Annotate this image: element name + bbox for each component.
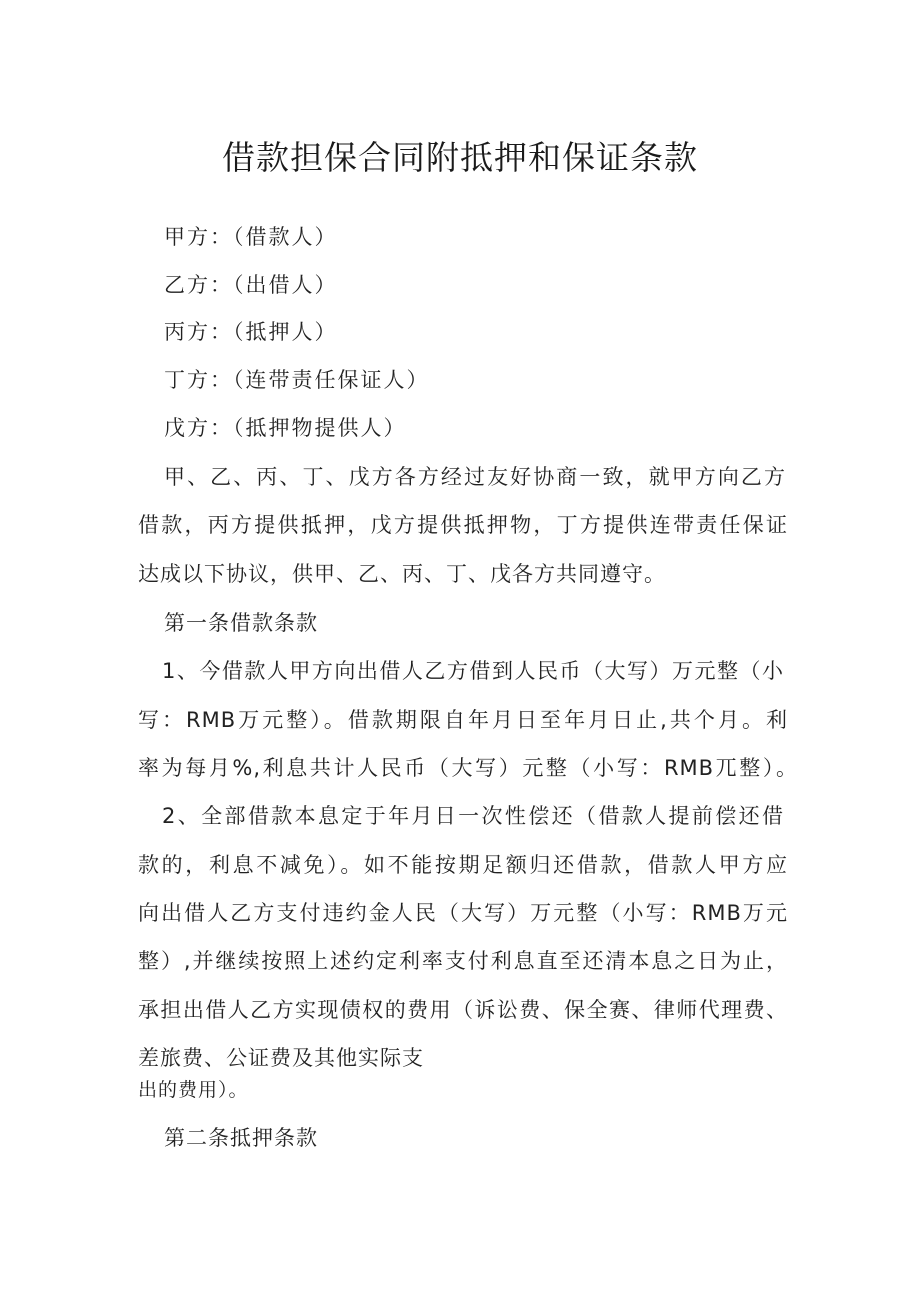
- article-1-clause-1-line: 率为每月%,利息共计人民币（大写）元整（小写：RMB兀整）。: [138, 756, 798, 780]
- party-a: 甲方：（借款人）: [164, 225, 338, 249]
- document-title: 借款担保合同附抵押和保证条款: [222, 138, 698, 177]
- article-1-clause-1-line: 写：RMB万元整）。借款期限自年月日至年月日止,共个月。利: [138, 708, 788, 732]
- article-1-heading: 第一条借款条款: [164, 611, 318, 635]
- article-1-clause-2-line: 2、全部借款本息定于年月日一次性偿还（借款人提前偿还借: [162, 804, 784, 828]
- article-2-heading: 第二条抵押条款: [164, 1126, 318, 1150]
- preamble-line: 甲、乙、丙、丁、戊方各方经过友好协商一致，就甲方向乙方: [164, 465, 786, 489]
- article-1-clause-2-line: 差旅费、公证费及其他实际支: [138, 1046, 424, 1070]
- party-b: 乙方：（出借人）: [164, 273, 338, 297]
- party-d: 丁方：（连带责任保证人）: [164, 368, 430, 392]
- article-1-clause-2-line: 承担出借人乙方实现债权的费用（诉讼费、保全赛、律师代理费、: [138, 998, 788, 1022]
- article-1-clause-2-line: 款的，利息不减免）。如不能按期足额归还借款，借款人甲方应: [138, 853, 788, 877]
- party-c: 丙方：（抵押人）: [164, 320, 338, 344]
- party-e: 戊方：（抵押物提供人）: [164, 416, 407, 440]
- preamble-line: 借款，丙方提供抵押，戊方提供抵押物，丁方提供连带责任保证: [138, 513, 788, 537]
- preamble-line: 达成以下协议，供甲、乙、丙、丁、戊各方共同遵守。: [138, 562, 666, 586]
- article-1-clause-2-line: 向出借人乙方支付违约金人民（大写）万元整（小写：RMB万元: [138, 901, 788, 925]
- article-1-clause-2-line: 出的费用）。: [138, 1079, 249, 1101]
- article-1-clause-2-line: 整）,并继续按照上述约定利率支付利息直至还清本息之日为止，: [138, 949, 788, 973]
- article-1-clause-1-line: 1、今借款人甲方向出借人乙方借到人民币（大写）万元整（小: [162, 659, 784, 683]
